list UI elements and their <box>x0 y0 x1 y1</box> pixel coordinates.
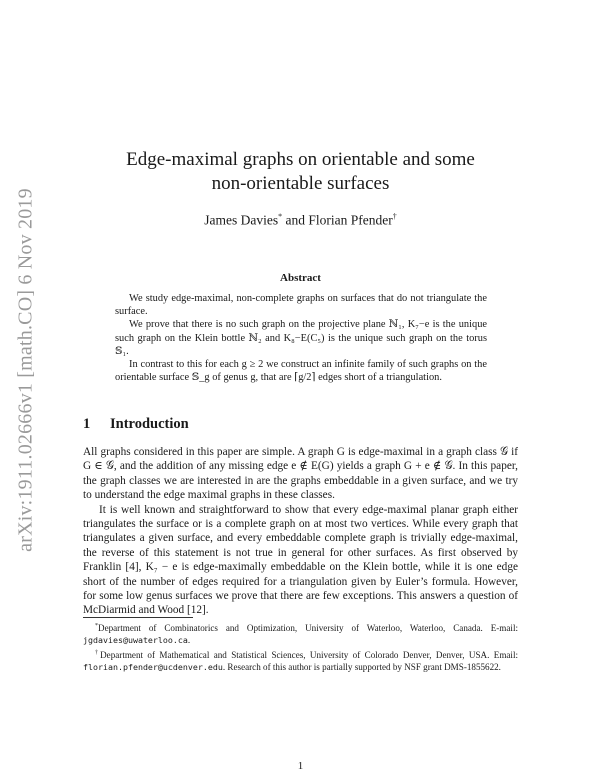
footnote-text: . <box>187 634 191 645</box>
body-text <box>83 445 518 618</box>
footnote-text: Department of Combinatorics and Optimization, University of Waterloo, Waterloo, Canada. E-mail: <box>98 623 518 634</box>
email-address: jgdavies@uwaterloo.ca <box>83 634 188 645</box>
paper-title <box>83 148 518 196</box>
author-name: James Davies <box>204 212 279 228</box>
body-paragraph: It is well known and straightforward to show that every edge-maximal planar graph either triangulates the surface or is a complete graph on at most two vertices. While every graph that triangulates a given surface, and every embeddable complete graph is trivially edge-maximal, the reverse of this statement is not true in general for other surfaces. As first observed by Franklin [4], K₇ − e is edge-maximally embeddable on the Klein bottle, while it is one edge short of the number of edges required for a triangulation given by Euler’s formula. However, for some low genus surfaces we prove that there are few exceptions. This answers a question of McDiarmid and Wood [12]. <box>83 503 518 617</box>
author-name: Florian Pfender <box>308 212 393 228</box>
arxiv-identifier: arXiv:1911.02666v1 [math.CO] 6 Nov 2019 <box>14 188 37 552</box>
paper-page <box>83 0 518 776</box>
footnote-rule <box>83 617 193 618</box>
footnote-text: . Research of this author is partially supported by NSF grant DMS-1855622. <box>222 661 501 672</box>
footnotes <box>83 621 518 673</box>
abstract-paragraph: In contrast to this for each g ≥ 2 we construct an infinite family of such graphs on the orientable surface 𝕊_g of genus g, that are ⌈g/2⌉ edges short of a triangulation. <box>115 359 487 384</box>
section-number: 1 <box>83 416 91 432</box>
abstract-paragraph: We study edge-maximal, non-complete graphs on surfaces that do not triangulate the surface. <box>115 293 487 318</box>
body-paragraph: All graphs considered in this paper are simple. A graph G is edge-maximal in a graph class 𝒢 if G ∈ 𝒢, and the addition of any missing edge e ∉ E(G) yields a graph G + e ∉ 𝒢. In this paper, the graph classes we are interested in are the graphs embeddable in a given surface, and we try to understand the edge maximal graphs in these classes. <box>83 446 518 502</box>
author-conjunction: and <box>282 212 309 228</box>
footnote <box>83 621 518 646</box>
page-number: 1 <box>297 760 304 772</box>
footnote <box>83 648 518 673</box>
footnote-mark: * <box>95 623 98 629</box>
footnote-mark: † <box>95 650 101 657</box>
footnote-text: Department of Mathematical and Statistical Sciences, University of Colorado Denver, Denver, USA. Email: <box>100 650 519 661</box>
section-title: Introduction <box>110 416 189 432</box>
footnote-mark: † <box>392 212 397 221</box>
title-line-2: non-orientable surfaces <box>211 173 390 194</box>
footnote-mark: * <box>278 212 283 221</box>
author-list <box>83 212 518 229</box>
abstract-paragraph: We prove that there is no such graph on the projective plane ℕ₁, K₇−e is the unique such graph on the Klein bottle ℕ₂ and K₈−E(C₅) is the unique such graph on the torus 𝕊₁. <box>115 319 487 357</box>
arxiv-identifier-sidebar <box>6 170 46 570</box>
abstract-heading: Abstract <box>280 272 321 284</box>
title-line-1: Edge-maximal graphs on orientable and some <box>126 149 475 170</box>
section-heading <box>83 416 189 433</box>
abstract <box>115 292 487 384</box>
email-address: florian.pfender@ucdenver.edu <box>83 661 223 672</box>
